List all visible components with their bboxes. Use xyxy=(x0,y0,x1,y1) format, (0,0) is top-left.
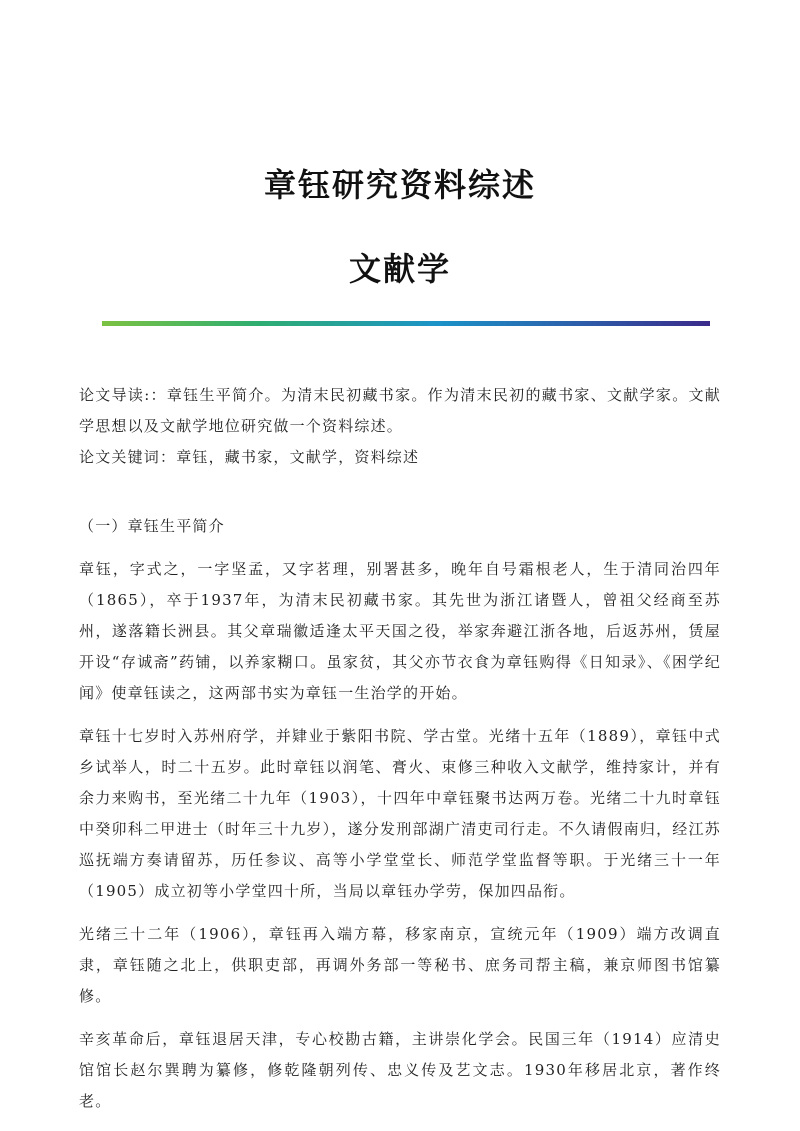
document-subtitle: 文献学 xyxy=(348,250,451,288)
paragraph-3: 光绪三十二年（1906），章钰再入端方幕，移家南京，宣统元年（1909）端方改调直隶，章钰随之北上，供职吏部，再调外务部一等秘书、庶务司帮主稿，兼京师图书馆纂修。 xyxy=(79,925,721,1005)
paragraph-2: 章钰十七岁时入苏州府学，并肄业于紫阳书院、学古堂。光绪十五年（1889），章钰中式乡试举人，时二十五岁。此时章钰以润笔、膏火、束修三种收入文献学，维持家计，并有余力来购书，至光绪二十九年（1903），十四年中章钰聚书达两万卷。光绪二十九时章钰中癸卯科二甲进士（时年三十九岁），遂分发刑部湖广清吏司行走。不久请假南归，经江苏巡抚端方奏请留苏，历任参议、高等小学堂堂长、师范学堂监督等职。于光绪三十一年（1905）成立初等小学堂四十所，当局以章钰办学劳，保加四品衔。 xyxy=(79,727,721,900)
keywords: 论文关键词：章钰，藏书家，文献学，资料综述 xyxy=(79,448,420,466)
document-title: 章钰研究资料综述 xyxy=(263,166,536,204)
paragraph-1: 章钰，字式之，一字坚孟，又字茗理，别署甚多，晚年自号霜根老人，生于清同治四年（1865），卒于1937年，为清末民初藏书家。其先世为浙江诸暨人，曾祖父经商至苏州，遂落籍长洲县。其父章瑞徽适逢太平天国之役，举家奔避江浙各地，后返苏州，赁屋开设“存诚斋”药铺，以养家糊口。虽家贫，其父亦节衣食为章钰购得《日知录》、《困学纪闻》使章钰读之，这两部书实为章钰一生治学的开始。 xyxy=(79,560,721,702)
document-body xyxy=(79,380,721,1129)
paragraph-4: 辛亥革命后，章钰退居天津，专心校勘古籍，主讲崇化学会。民国三年（1914）应清史馆馆长赵尔巽聘为纂修，修乾隆朝列传、忠义传及艺文志。1930年移居北京，著作终老。 xyxy=(79,1030,721,1110)
gradient-divider xyxy=(102,321,710,326)
section-heading: （一）章钰生平简介 xyxy=(79,517,225,535)
abstract: 论文导读:：章钰生平简介。为清末民初藏书家。作为清末民初的藏书家、文献学家。文献学思想以及文献学地位研究做一个资料综述。 xyxy=(79,386,721,435)
